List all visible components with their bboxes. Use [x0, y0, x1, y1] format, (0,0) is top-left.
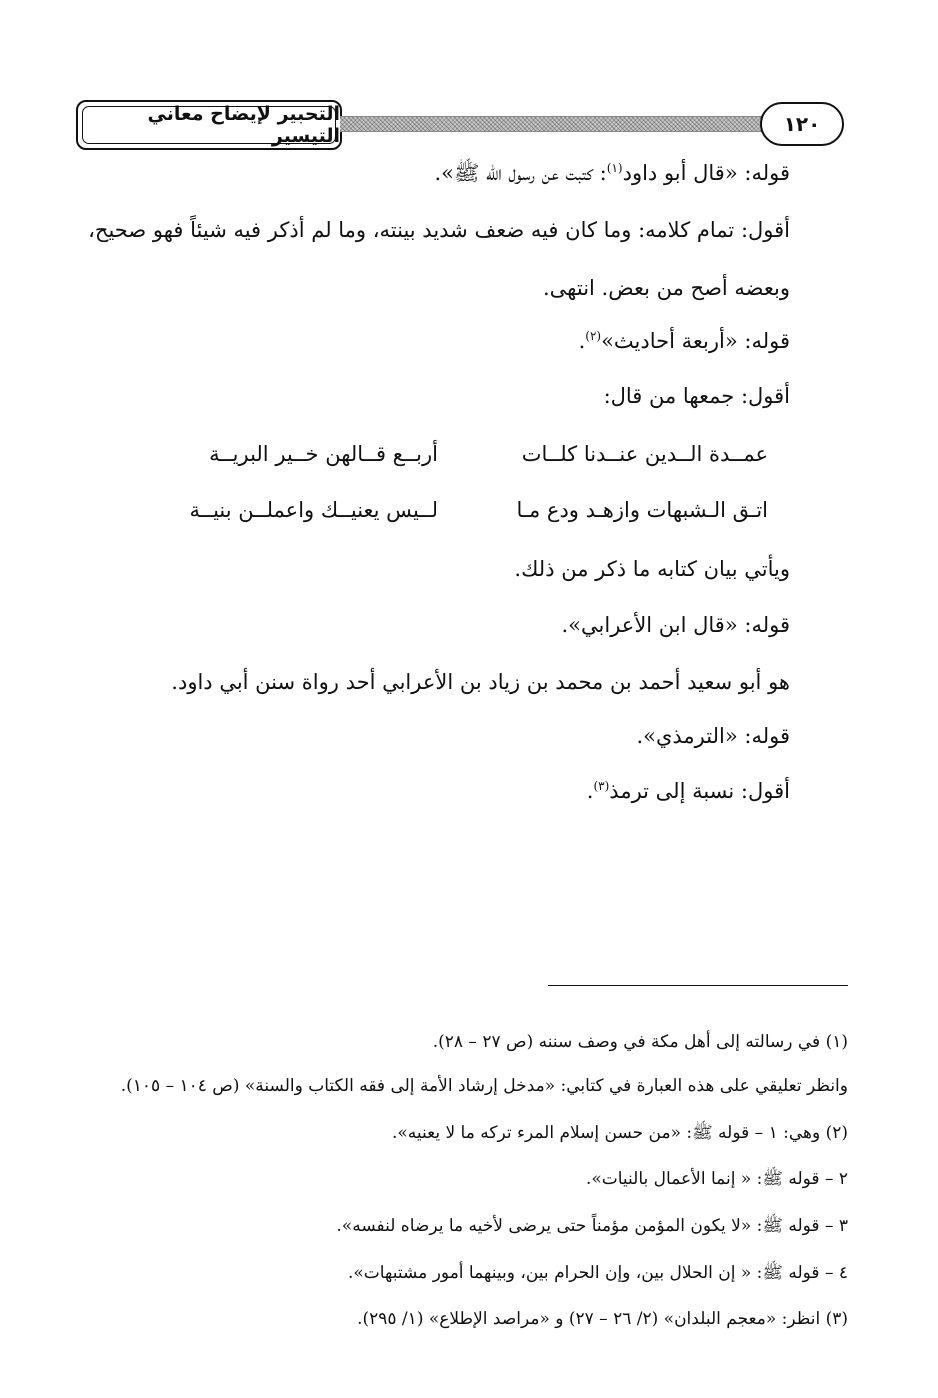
footnote-1: (١) في رسالته إلى أهل مكة في وصف سننه (ص ٢٧ – ٢٨).: [432, 1032, 848, 1052]
running-title-text: التحبير لإيضاح معاني التيسير: [147, 103, 340, 147]
body-line-8: هو أبو سعيد أحمد بن محمد بن زياد بن الأعرابي أحد رواة سنن أبي داود.: [171, 670, 790, 694]
page-number: ١٢٠: [760, 102, 844, 146]
running-title: [76, 100, 342, 150]
footnote-2-item-3: ٣ – قوله ﷺ: «لا يكون المؤمن مؤمناً حتى يرضى لأخيه ما يرضاه لنفسه».: [336, 1216, 848, 1236]
body-line-4: قوله: «أربعة أحاديث»$^{(٢)}$.: [578, 329, 790, 353]
body-line-5: أقول: جمعها من قال:: [603, 384, 790, 408]
footnote-3: (٣) انظر: «معجم البلدان» (٢/ ٢٦ – ٢٧) و «مراصد الإطلاع» (١/ ٢٩٥).: [357, 1309, 848, 1329]
footnote-ref-2: (٢): [585, 329, 602, 343]
footnote-2-item-2: ٢ – قوله ﷺ: « إنما الأعمال بالنيات».: [585, 1169, 848, 1189]
body-line-6: ويأتي بيان كتابه ما ذكر من ذلك.: [514, 557, 790, 581]
body-line-3: وبعضه أصح من بعض. انتهى.: [543, 276, 790, 300]
verse-2-second-hemistich: لــيس يعنيــك واعملــن بنيــة: [189, 498, 438, 522]
body-line-1: قوله: «قال أبو داود$^{(١)}$: كتبت عن رسول الله ﷺ».: [434, 161, 790, 185]
footnote-separator: [548, 985, 848, 986]
body-line-10: أقول: نسبة إلى ترمذ$^{(٣)}$.: [586, 779, 790, 803]
header-ornament-bar: [340, 116, 782, 132]
body-line-9: قوله: «الترمذي».: [636, 724, 790, 748]
footnote-1-cont: وانظر تعليقي على هذه العبارة في كتابي: «مدخل إرشاد الأمة إلى فقه الكتاب والسنة» (ص ١٠٤ – ١٠٥).: [120, 1076, 848, 1096]
verse-1-first-hemistich: عمــدة الــدين عنــدنا كلــات: [521, 442, 768, 466]
verse-1-second-hemistich: أربــع قــالهن خــير البريــة: [209, 442, 438, 466]
footnote-ref-1: (١): [606, 161, 623, 175]
footnote-ref-3: (٣): [593, 779, 610, 793]
body-line-2: أقول: تمام كلامه: وما كان فيه ضعف شديد بينته، وما لم أذكر فيه شيئاً فهو صحيح،: [88, 218, 790, 242]
verse-2-first-hemistich: اتـق الـشبهات وازهـد ودع مـا: [516, 498, 768, 522]
page-header: [76, 98, 844, 150]
footnote-2: (٢) وهي: ١ – قوله ﷺ: «من حسن إسلام المرء تركه ما لا يعنيه».: [391, 1123, 848, 1143]
footnote-2-item-4: ٤ – قوله ﷺ: « إن الحلال بين، وإن الحرام بين، وبينهما أمور مشتبهات».: [347, 1263, 848, 1283]
body-line-7: قوله: «قال ابن الأعرابي».: [561, 613, 790, 637]
